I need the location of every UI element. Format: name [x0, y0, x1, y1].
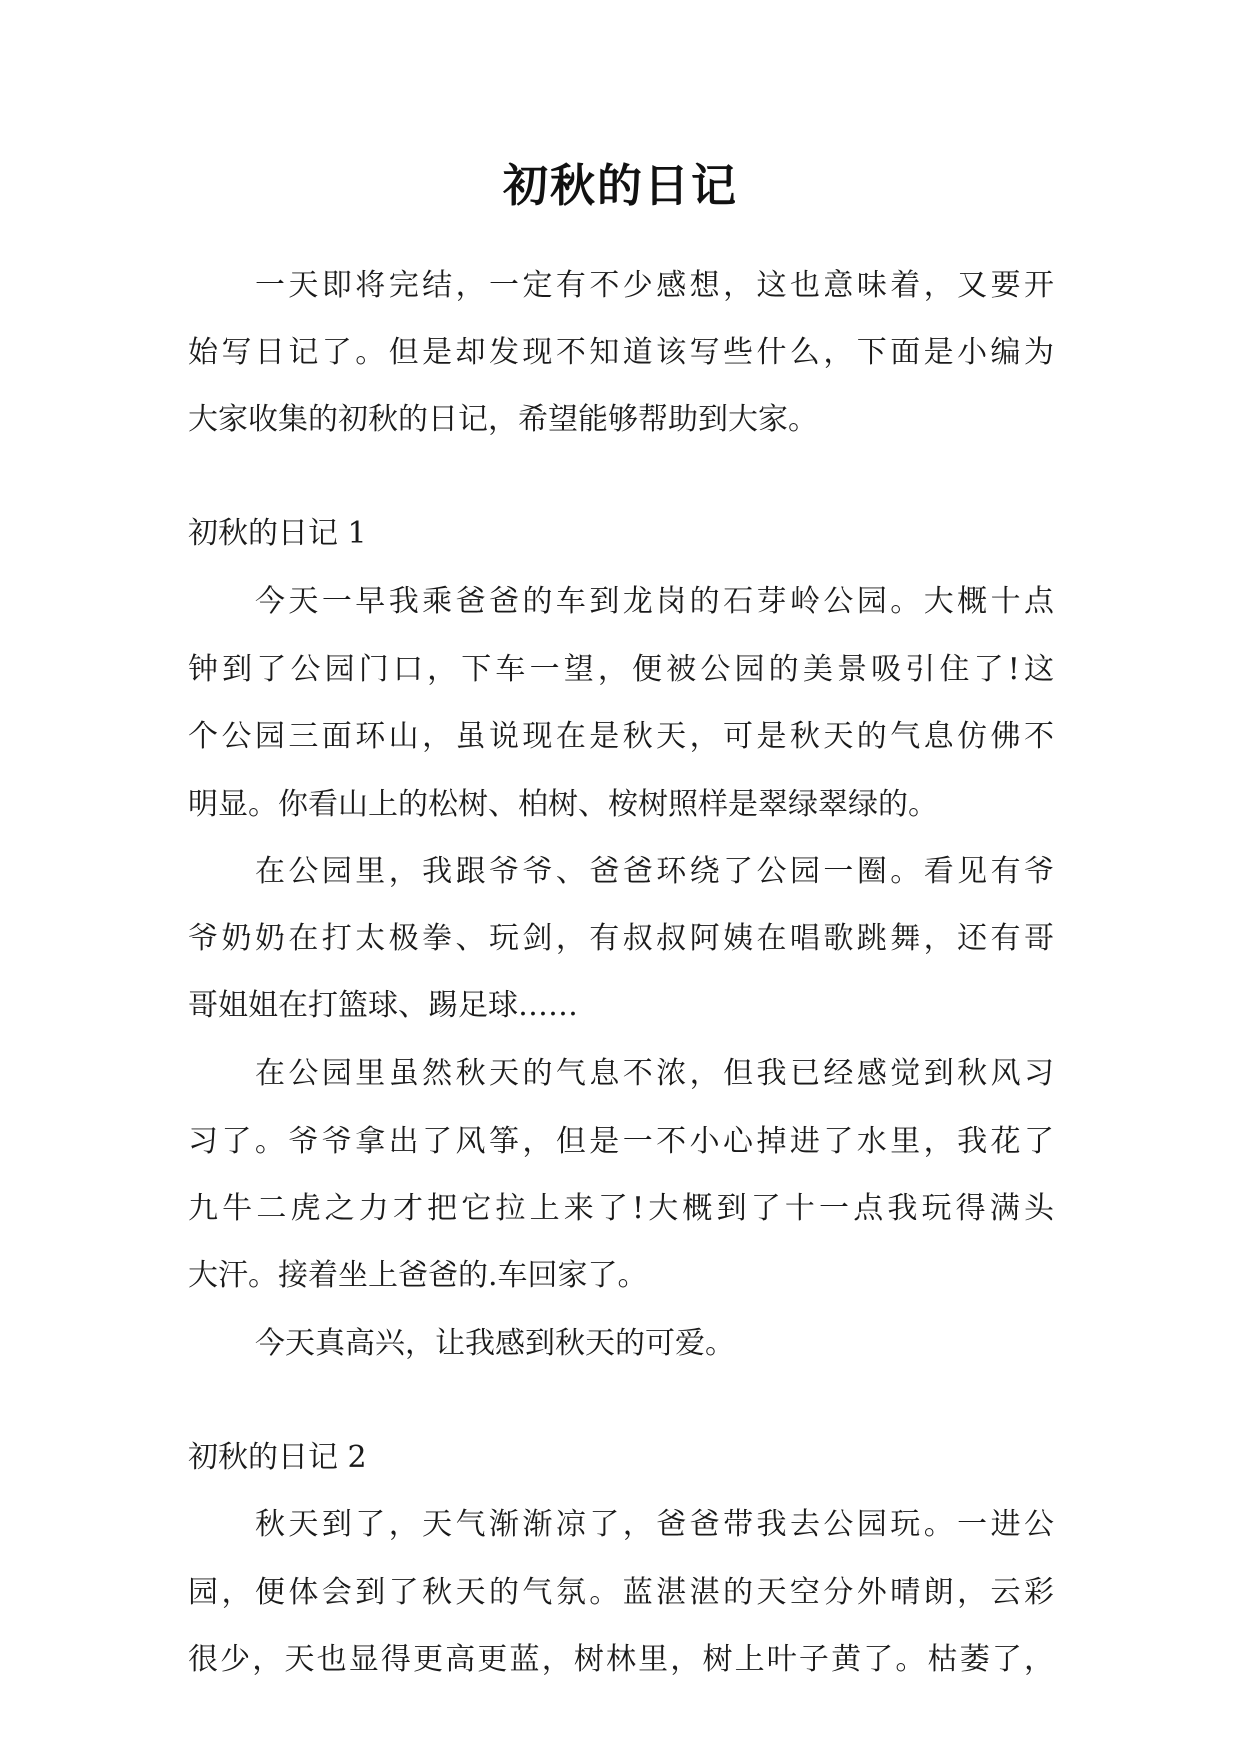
- diary-1-heading: 初秋的日记 1: [188, 516, 367, 551]
- intro-line: 大家收集的初秋的日记，希望能够帮助到大家。: [188, 402, 818, 437]
- diary-1-line: 九牛二虎之力才把它拉上来了!大概到了十一点我玩得满头: [188, 1191, 1054, 1226]
- diary-1-line: 爷奶奶在打太极拳、玩剑，有叔叔阿姨在唱歌跳舞，还有哥: [188, 921, 1054, 956]
- diary-1-line: 个公园三面环山，虽说现在是秋天，可是秋天的气息仿佛不: [188, 719, 1054, 754]
- diary-1-line: 在公园里，我跟爷爷、爸爸环绕了公园一圈。看见有爷: [255, 854, 1054, 889]
- intro-line: 一天即将完结，一定有不少感想，这也意味着，又要开: [255, 268, 1054, 303]
- diary-2-line: 很少，天也显得更高更蓝，树林里，树上叶子黄了。枯萎了，: [188, 1642, 1054, 1677]
- diary-1-line: 钟到了公园门口，下车一望，便被公园的美景吸引住了!这: [188, 652, 1054, 687]
- document-title: 初秋的日记: [502, 159, 738, 212]
- diary-1-line: 今天真高兴，让我感到秋天的可爱。: [255, 1326, 735, 1361]
- diary-1-line: 今天一早我乘爸爸的车到龙岗的石芽岭公园。大概十点: [255, 584, 1054, 619]
- diary-1-line: 习了。爷爷拿出了风筝，但是一不小心掉进了水里，我花了: [188, 1124, 1054, 1159]
- diary-1-line: 在公园里虽然秋天的气息不浓，但我已经感觉到秋风习: [255, 1056, 1054, 1091]
- diary-1-line: 明显。你看山上的松树、柏树、桉树照样是翠绿翠绿的。: [188, 787, 938, 822]
- diary-1-line: 哥姐姐在打篮球、踢足球……: [188, 988, 578, 1023]
- intro-line: 始写日记了。但是却发现不知道该写些什么，下面是小编为: [188, 335, 1054, 370]
- diary-1-line: 大汗。接着坐上爸爸的.车回家了。: [188, 1258, 648, 1293]
- diary-2-heading: 初秋的日记 2: [188, 1440, 367, 1475]
- diary-2-line: 秋天到了，天气渐渐凉了，爸爸带我去公园玩。一进公: [255, 1507, 1054, 1542]
- diary-2-line: 园，便体会到了秋天的气氛。蓝湛湛的天空分外晴朗，云彩: [188, 1575, 1054, 1610]
